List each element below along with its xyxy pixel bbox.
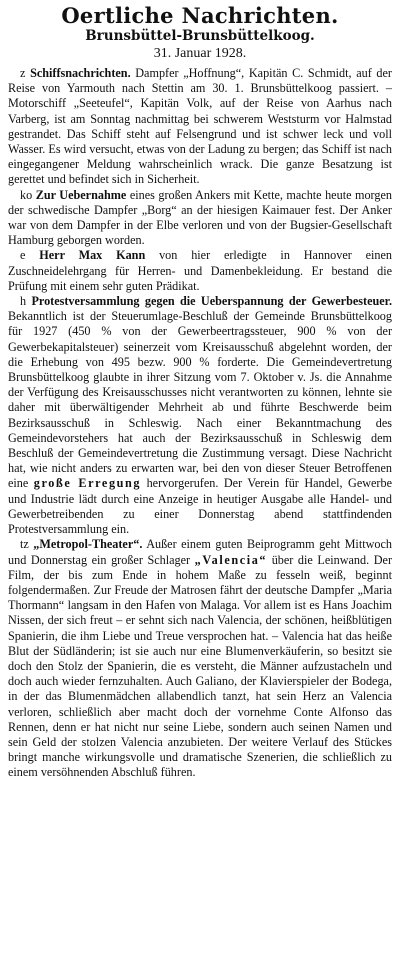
article-metropol-theater [8,537,392,780]
dateline: 31. Januar 1928. [153,46,247,61]
article-emphasis: „Valencia“ [194,552,268,567]
article-tail: hervorgerufen. Der Verein für Handel, Gewerbe und Industrie lädt durch eine Anzeige in heutiger Ausgabe alle Handel- und Gewerbetreibenden zu einer Donnerstag abend stattfindenden Protestversammlung ein. [8,476,392,537]
section-title: Oertliche Nachrichten. [61,3,339,28]
article-prefix: ko [20,187,33,202]
article-lead: „Metropol-Theater“. [33,537,143,552]
article-body: Bekanntlich ist der Steuerumlage-Beschluß der Gemeinde Brunsbüttelkoog für 1927 (450 % von der Gewerbeertragssteuer, 900 % von der Gewerbekapitalsteuer) seinerzeit vom Kreisausschuß abgelehnt worden, der die Erhebung von 495 bezw. 900 % forderte. Die Gemeindevertretung Brunsbüttelkoog glaubte in ihrer Sitzung vom 7. Oktober v. Js. die Annahme der Verfügung des Kreisausschusses nicht verantworten zu können, lehnte sie daher mit überwältigender Mehrheit ab und führte Beschwerde beim Bezirksausschuß in Schleswig. Nach einer Bekanntmachung des Gemeindevorstehers hat auch der Bezirksausschuß in Schleswig dem Beschluß der Gemeindevertretung die Zustimmung versagt. Diese Nachricht hat, wie nicht anders zu erwarten war, bei den von dieser Steuer Betroffenen eine [8,309,392,491]
article-lead: Zur Uebernahme [35,187,127,202]
article-tail: über die Leinwand. Der Film, der bis zum Ende in hohem Maße zu fesseln weiß, beginnt folgendermaßen. Zur Freude der Matrosen fährt der deutsche Dampfer „Maria Thormann“ langsam in den Hafen von Malaga. Vor allem ist es Hans Joachim Nissen, der sich freut – er sehnt sich nach Valencia, der schönen, heißblütigen Spanierin, die ihm Liebe und Treue versprochen hat. – Valencia hat das heiße Blut der Südländerin; ist sie auch nur eine Blumenverkäuferin, so besitzt sie doch den Stolz der Spanierin, die es versteht, die Männer aufzustacheln und doch auch wieder fernzuhalten. Auch Galiano, der Klavierspieler der Bodega, in der das Blumenmädchen allabendlich tanzt, hat sein Herz an Valencia verloren, schließlich aber macht doch der vornehme Conte Alfonso das Rennen, denn er hat nicht nur seine Liebe, sondern auch seinen Namen und sein Geld der stolzen Valencia anzubieten. Der weitere Verlauf des Stückes bringt manche wirkungsvolle und dramatische Szenerien, die schließlich zu einem versöhnenden Abschluß führen. [8,552,392,780]
article-lead: Herr Max Kann [39,248,146,263]
article-max-kann [8,248,392,294]
article-body: eines großen Ankers mit Kette, machte heute morgen der schwedische Dampfer „Borg“ an der hiesigen Kaimauer fest. Der Anker war von dem Dampfer in der Elbe verloren und von der Bugsier-Gesellschaft Hamburg geborgen worden. [8,187,392,248]
article-protest-meeting [8,294,392,537]
article-prefix: e [20,248,26,263]
article-anchor-takeover [8,188,392,249]
article-body: von hier erledigte in Hannover einen Zuschneidelehrgang für Herren- und Damenbekleidung. Er bestand die Prüfung mit einem sehr guten Prädikat. [8,248,393,293]
article-lead: Schiffsnachrichten. [30,66,131,80]
article-body: Dampfer „Hoffnung“, Kapitän C. Schmidt, auf der Reise von Yarmouth nach Stettin am 30. 1. Brunsbüttelkoog passiert. – Motorschiff „Seeteufel“, Kapitän Volk, auf der Reise von Aarhus nach Varberg, ist am Sonntag nachmittag bei schwerem Weststurm vor Halmstad gestrandet. Das Schiff steht auf Felsengrund und ist schwer leck und voll Wasser. Es wird versucht, etwas von der Ladung zu bergen; das Schiff ist nach eingegangener Meldung wahrscheinlich wrack. Die ganze Besatzung ist gerettet und befindet sich in Sicherheit. [8,66,392,187]
article-prefix: h [20,294,27,309]
article-body: Außer einem guten Beiprogramm geht Mittwoch und Donnerstag ein großer Schlager [8,537,392,567]
article-lead: Protestversammlung gegen die Ueberspannung der Gewerbesteuer. [31,294,392,309]
article-prefix: tz [20,537,29,552]
article-prefix: z [20,66,26,80]
article-emphasis: große Erregung [33,476,142,491]
article-shipping-news [8,66,392,188]
section-subtitle: Brunsbüttel-Brunsbüttelkoog. [85,28,315,44]
